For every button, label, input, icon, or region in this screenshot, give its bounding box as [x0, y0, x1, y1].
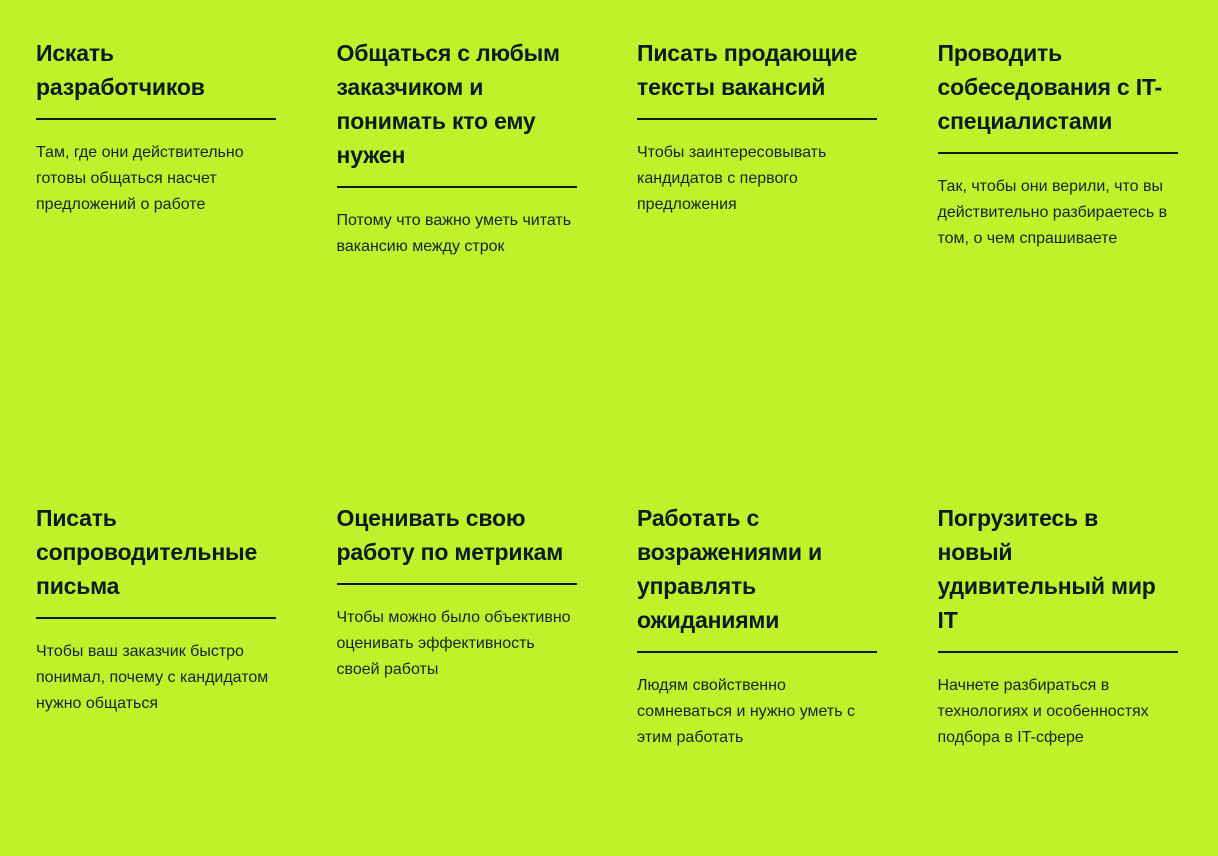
- skill-card-6: [337, 501, 577, 856]
- skill-card-description: Там, где они действительно готовы общаться насчет предложений о работе: [36, 144, 244, 213]
- skill-card-2: [337, 36, 577, 501]
- skill-card-title: Оценивать свою работу по метрикам: [336, 505, 564, 565]
- skill-card-title: Погрузитесь в новый удивительный мир IT: [937, 505, 1156, 633]
- skill-card-5: [36, 501, 276, 856]
- card-divider: [36, 118, 276, 120]
- skill-card-description: Чтобы можно было объективно оценивать эффективность своей работы: [336, 609, 571, 678]
- card-divider: [337, 583, 577, 585]
- skill-card-description: Потому что важно уметь читать вакансию между строк: [336, 212, 572, 255]
- skill-card-1: [36, 36, 276, 501]
- skill-card-title: Проводить собеседования с IT-специалистами: [937, 40, 1162, 134]
- skill-card-title: Работать с возражениями и управлять ожиданиями: [637, 505, 822, 633]
- skill-card-description: Так, чтобы они верили, что вы действительно разбираетесь в том, о чем спрашиваете: [937, 178, 1168, 247]
- skill-card-description: Людям свойственно сомневаться и нужно уметь с этим работать: [637, 677, 856, 746]
- skill-card-8: [938, 501, 1178, 856]
- skill-card-title: Общаться с любым заказчиком и понимать кто ему нужен: [336, 40, 560, 168]
- card-divider: [36, 617, 276, 619]
- card-divider: [938, 152, 1178, 154]
- skill-card-4: [938, 36, 1178, 501]
- card-divider: [337, 186, 577, 188]
- skill-card-description: Чтобы ваш заказчик быстро понимал, почему с кандидатом нужно общаться: [36, 643, 269, 712]
- skill-card-title: Писать сопроводительные письма: [36, 505, 258, 599]
- skill-card-description: Начнете разбираться в технологиях и особенностях подбора в IT-сфере: [937, 677, 1149, 746]
- card-divider: [637, 118, 877, 120]
- skill-card-description: Чтобы заинтересовывать кандидатов с первого предложения: [637, 144, 827, 213]
- card-divider: [637, 651, 877, 653]
- skill-card-3: [637, 36, 877, 501]
- skill-card-7: [637, 501, 877, 856]
- card-divider: [938, 651, 1178, 653]
- skill-card-title: Писать продающие тексты вакансий: [637, 40, 858, 100]
- skill-card-title: Искать разработчиков: [36, 40, 205, 100]
